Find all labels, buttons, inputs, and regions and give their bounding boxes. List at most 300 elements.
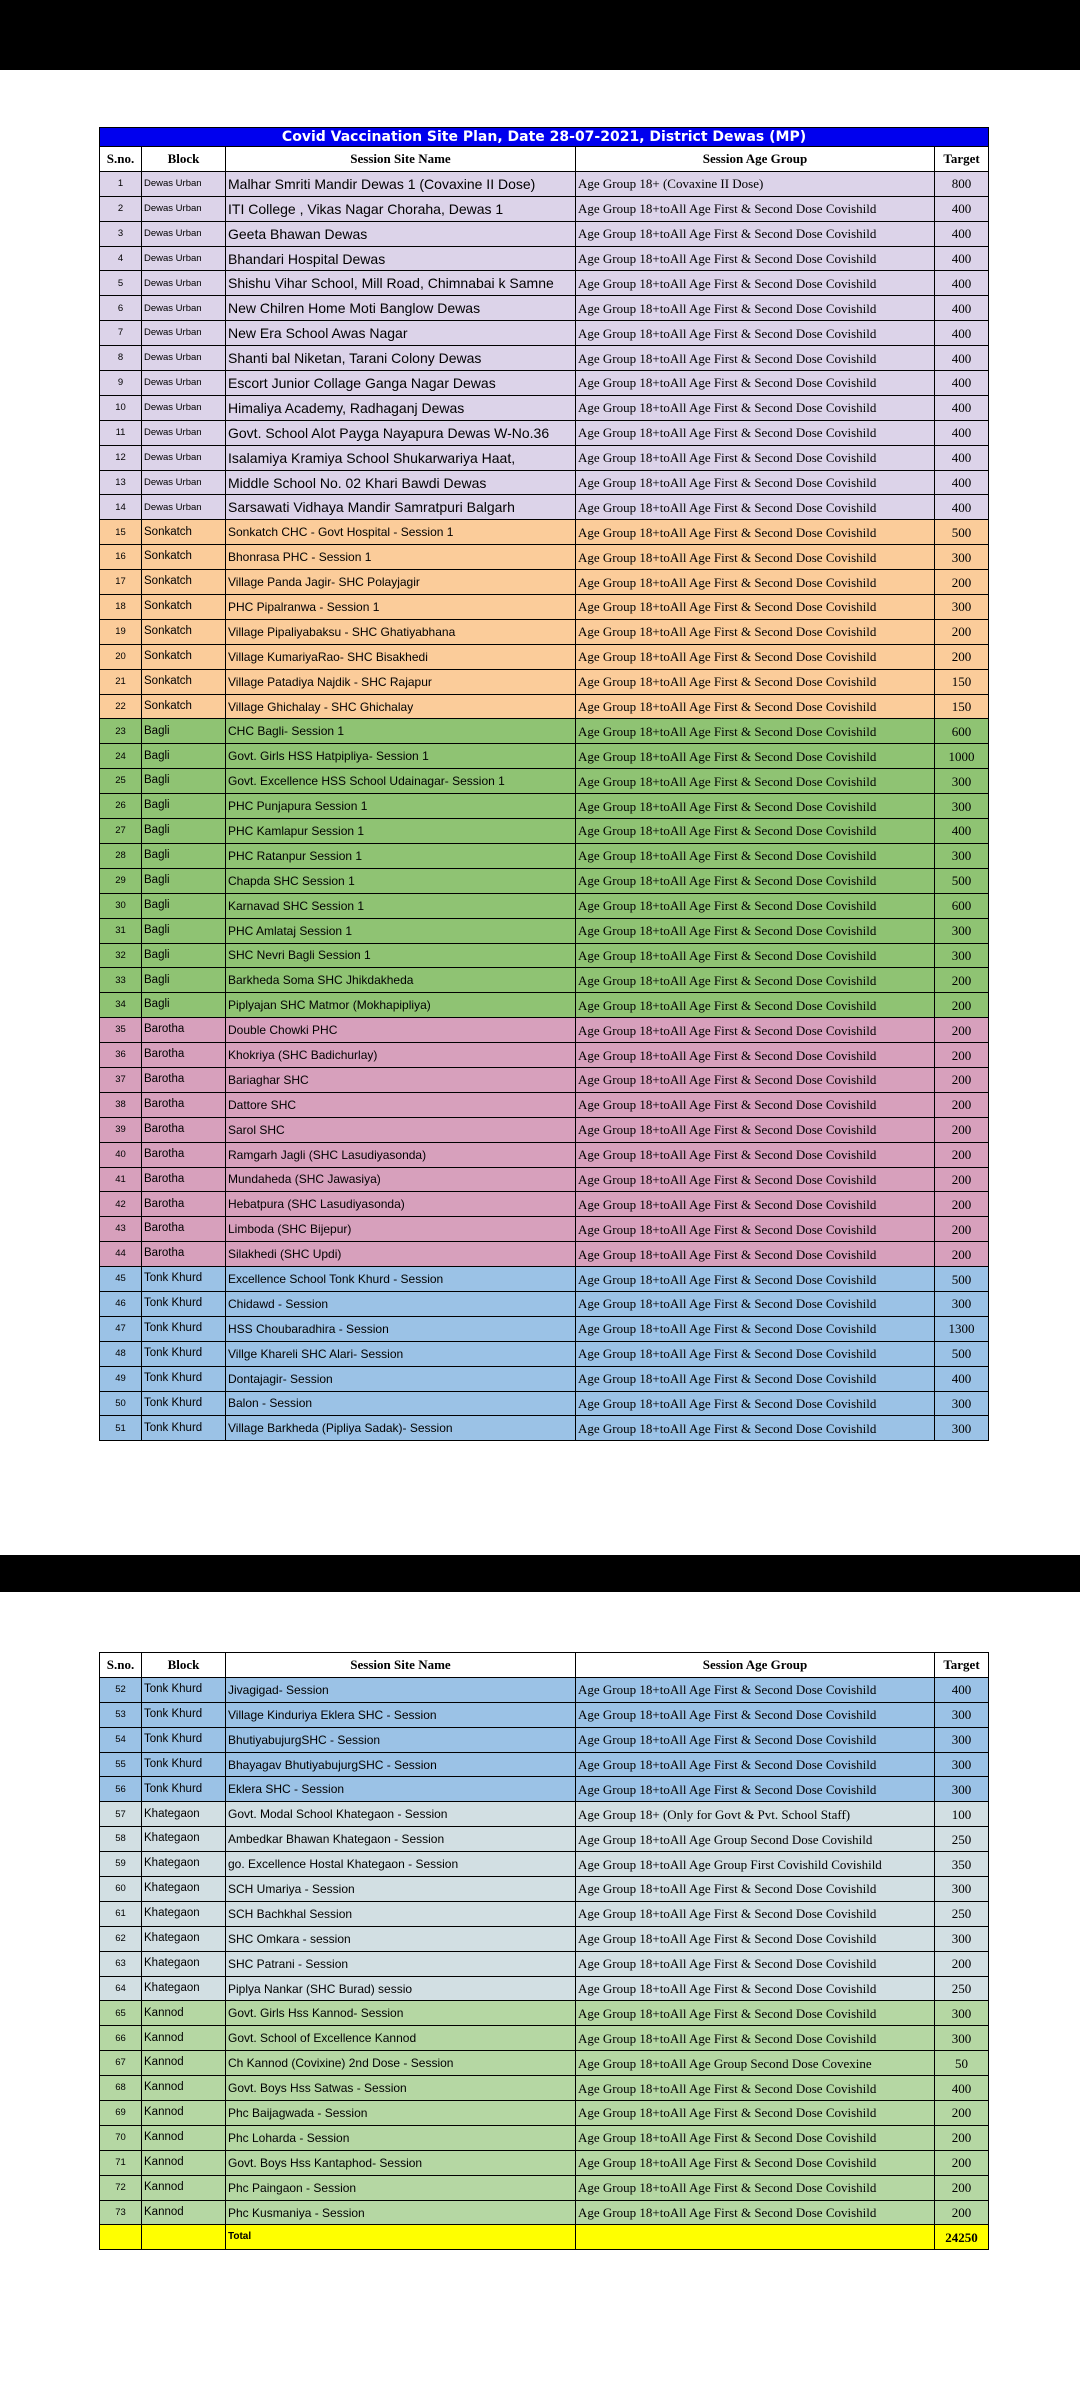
cell-age-group: Age Group 18+toAll Age First & Second Dose Covishild	[576, 1677, 935, 1702]
cell-block: Tonk Khurd	[142, 1316, 226, 1341]
table-row	[100, 893, 989, 918]
cell-age-group: Age Group 18+toAll Age First & Second Dose Covishild	[576, 296, 935, 321]
cell-target: 200	[935, 968, 989, 993]
cell-block: Barotha	[142, 1043, 226, 1068]
cell-site: Village Barkheda (Pipliya Sadak)- Session	[226, 1416, 576, 1441]
total-empty-3	[576, 2225, 935, 2250]
cell-site: Village Pipaliyabaksu - SHC Ghatiyabhana	[226, 619, 576, 644]
cell-target: 500	[935, 868, 989, 893]
header-age: Session Age Group	[576, 147, 935, 172]
cell-sno: 45	[100, 1267, 142, 1292]
cell-target: 300	[935, 1926, 989, 1951]
cell-site: Sarsawati Vidhaya Mandir Samratpuri Balgarh	[226, 495, 576, 520]
cell-sno: 49	[100, 1366, 142, 1391]
cell-target: 250	[935, 1827, 989, 1852]
cell-age-group: Age Group 18+toAll Age Group First Covishild Covishild	[576, 1852, 935, 1877]
cell-site: Mundaheda (SHC Jawasiya)	[226, 1167, 576, 1192]
cell-sno: 36	[100, 1043, 142, 1068]
cell-sno: 8	[100, 346, 142, 371]
table-row	[100, 843, 989, 868]
cell-sno: 1	[100, 171, 142, 196]
table-row	[100, 2200, 989, 2225]
cell-sno: 54	[100, 1727, 142, 1752]
cell-site: Jivagigad- Session	[226, 1677, 576, 1702]
cell-sno: 14	[100, 495, 142, 520]
cell-sno: 43	[100, 1217, 142, 1242]
table-row	[100, 1926, 989, 1951]
cell-site: Himaliya Academy, Radhaganj Dewas	[226, 395, 576, 420]
cell-sno: 25	[100, 769, 142, 794]
cell-site: go. Excellence Hostal Khategaon - Session	[226, 1852, 576, 1877]
cell-site: Sarol SHC	[226, 1117, 576, 1142]
cell-site: Govt. School Alot Payga Nayapura Dewas W-No.36	[226, 420, 576, 445]
cell-age-group: Age Group 18+toAll Age First & Second Dose Covishild	[576, 246, 935, 271]
vaccination-table-page-2	[99, 1652, 989, 2250]
cell-age-group: Age Group 18+toAll Age First & Second Dose Covishild	[576, 196, 935, 221]
cell-target: 400	[935, 321, 989, 346]
header-block: Block	[142, 147, 226, 172]
cell-target: 600	[935, 719, 989, 744]
table-row	[100, 2125, 989, 2150]
header-block: Block	[142, 1653, 226, 1678]
table-title: Covid Vaccination Site Plan, Date 28-07-2021, District Dewas (MP)	[100, 128, 989, 147]
cell-target: 500	[935, 1267, 989, 1292]
cell-sno: 59	[100, 1852, 142, 1877]
cell-sno: 65	[100, 2001, 142, 2026]
cell-site: Govt. Girls Hss Kannod- Session	[226, 2001, 576, 2026]
cell-block: Tonk Khurd	[142, 1291, 226, 1316]
table-row	[100, 1677, 989, 1702]
cell-age-group: Age Group 18+toAll Age First & Second Dose Covishild	[576, 1242, 935, 1267]
cell-sno: 64	[100, 1976, 142, 2001]
cell-block: Tonk Khurd	[142, 1777, 226, 1802]
cell-block: Kannod	[142, 2200, 226, 2225]
cell-site: Eklera SHC - Session	[226, 1777, 576, 1802]
cell-site: HSS Choubaradhira - Session	[226, 1316, 576, 1341]
table-row	[100, 371, 989, 396]
table-row	[100, 1316, 989, 1341]
table-row	[100, 1951, 989, 1976]
table-row	[100, 1752, 989, 1777]
vaccination-table-page-1	[99, 127, 989, 1441]
cell-target: 300	[935, 1777, 989, 1802]
cell-site: Hebatpura (SHC Lasudiyasonda)	[226, 1192, 576, 1217]
cell-sno: 37	[100, 1067, 142, 1092]
cell-site: Silakhedi (SHC Updi)	[226, 1242, 576, 1267]
cell-sno: 72	[100, 2175, 142, 2200]
cell-age-group: Age Group 18+toAll Age First & Second Dose Covishild	[576, 843, 935, 868]
cell-block: Tonk Khurd	[142, 1752, 226, 1777]
table-row	[100, 1067, 989, 1092]
cell-site: Phc Kusmaniya - Session	[226, 2200, 576, 2225]
cell-age-group: Age Group 18+toAll Age Group Second Dose Covexine	[576, 2051, 935, 2076]
cell-site: Limboda (SHC Bijepur)	[226, 1217, 576, 1242]
cell-age-group: Age Group 18+toAll Age First & Second Dose Covishild	[576, 893, 935, 918]
cell-site: Balon - Session	[226, 1391, 576, 1416]
cell-block: Tonk Khurd	[142, 1267, 226, 1292]
cell-age-group: Age Group 18+ (Covaxine II Dose)	[576, 171, 935, 196]
header-site: Session Site Name	[226, 1653, 576, 1678]
cell-sno: 26	[100, 794, 142, 819]
cell-target: 300	[935, 545, 989, 570]
table-row	[100, 321, 989, 346]
cell-sno: 62	[100, 1926, 142, 1951]
cell-block: Sonkatch	[142, 644, 226, 669]
cell-sno: 2	[100, 196, 142, 221]
cell-block: Barotha	[142, 1217, 226, 1242]
cell-sno: 66	[100, 2026, 142, 2051]
cell-sno: 42	[100, 1192, 142, 1217]
cell-block: Tonk Khurd	[142, 1416, 226, 1441]
table-row	[100, 246, 989, 271]
cell-block: Dewas Urban	[142, 221, 226, 246]
cell-sno: 15	[100, 520, 142, 545]
cell-age-group: Age Group 18+toAll Age First & Second Dose Covishild	[576, 1416, 935, 1441]
table-row	[100, 1727, 989, 1752]
cell-sno: 21	[100, 669, 142, 694]
cell-age-group: Age Group 18+toAll Age First & Second Dose Covishild	[576, 644, 935, 669]
cell-age-group: Age Group 18+toAll Age First & Second Dose Covishild	[576, 271, 935, 296]
cell-target: 200	[935, 619, 989, 644]
cell-target: 500	[935, 520, 989, 545]
cell-block: Dewas Urban	[142, 171, 226, 196]
cell-target: 300	[935, 943, 989, 968]
cell-block: Tonk Khurd	[142, 1391, 226, 1416]
table-row	[100, 1242, 989, 1267]
cell-target: 400	[935, 2076, 989, 2101]
table-row	[100, 2175, 989, 2200]
cell-block: Dewas Urban	[142, 271, 226, 296]
table-row	[100, 1802, 989, 1827]
cell-age-group: Age Group 18+toAll Age First & Second Dose Covishild	[576, 1366, 935, 1391]
cell-sno: 12	[100, 445, 142, 470]
cell-age-group: Age Group 18+toAll Age First & Second Dose Covishild	[576, 619, 935, 644]
cell-site: Double Chowki PHC	[226, 1018, 576, 1043]
cell-sno: 68	[100, 2076, 142, 2101]
header-sno: S.no.	[100, 1653, 142, 1678]
cell-block: Barotha	[142, 1242, 226, 1267]
table-row	[100, 520, 989, 545]
table-row	[100, 2150, 989, 2175]
cell-age-group: Age Group 18+toAll Age First & Second Dose Covishild	[576, 595, 935, 620]
cell-site: SCH Umariya - Session	[226, 1877, 576, 1902]
cell-sno: 11	[100, 420, 142, 445]
cell-age-group: Age Group 18+toAll Age Group Second Dose Covishild	[576, 1827, 935, 1852]
cell-age-group: Age Group 18+toAll Age First & Second Dose Covishild	[576, 819, 935, 844]
cell-block: Dewas Urban	[142, 420, 226, 445]
cell-sno: 34	[100, 993, 142, 1018]
cell-sno: 52	[100, 1677, 142, 1702]
cell-target: 300	[935, 794, 989, 819]
cell-target: 300	[935, 843, 989, 868]
cell-target: 200	[935, 1092, 989, 1117]
table-row	[100, 719, 989, 744]
cell-age-group: Age Group 18+toAll Age First & Second Dose Covishild	[576, 371, 935, 396]
cell-block: Bagli	[142, 943, 226, 968]
cell-site: Geeta Bhawan Dewas	[226, 221, 576, 246]
cell-target: 200	[935, 1018, 989, 1043]
table-row	[100, 1142, 989, 1167]
cell-block: Barotha	[142, 1092, 226, 1117]
table-row	[100, 570, 989, 595]
cell-block: Barotha	[142, 1192, 226, 1217]
cell-target: 400	[935, 346, 989, 371]
cell-block: Sonkatch	[142, 694, 226, 719]
cell-sno: 51	[100, 1416, 142, 1441]
cell-block: Bagli	[142, 993, 226, 1018]
cell-block: Bagli	[142, 819, 226, 844]
cell-block: Dewas Urban	[142, 246, 226, 271]
cell-age-group: Age Group 18+toAll Age First & Second Dose Covishild	[576, 1267, 935, 1292]
cell-age-group: Age Group 18+toAll Age First & Second Dose Covishild	[576, 1067, 935, 1092]
table-row	[100, 1192, 989, 1217]
cell-site: New Era School Awas Nagar	[226, 321, 576, 346]
cell-site: Village Ghichalay - SHC Ghichalay	[226, 694, 576, 719]
cell-sno: 30	[100, 893, 142, 918]
cell-age-group: Age Group 18+toAll Age First & Second Dose Covishild	[576, 2001, 935, 2026]
total-empty-2	[142, 2225, 226, 2250]
table-row	[100, 993, 989, 1018]
cell-site: SHC Nevri Bagli Session 1	[226, 943, 576, 968]
cell-sno: 56	[100, 1777, 142, 1802]
cell-site: SCH Bachkhal Session	[226, 1901, 576, 1926]
cell-site: Isalamiya Kramiya School Shukarwariya Haat,	[226, 445, 576, 470]
table-title-row	[100, 128, 989, 147]
cell-sno: 6	[100, 296, 142, 321]
cell-block: Tonk Khurd	[142, 1727, 226, 1752]
cell-sno: 31	[100, 918, 142, 943]
cell-sno: 33	[100, 968, 142, 993]
cell-target: 400	[935, 1366, 989, 1391]
cell-sno: 53	[100, 1702, 142, 1727]
cell-block: Bagli	[142, 968, 226, 993]
table-row	[100, 1702, 989, 1727]
cell-age-group: Age Group 18+toAll Age First & Second Dose Covishild	[576, 470, 935, 495]
cell-site: Khokriya (SHC Badichurlay)	[226, 1043, 576, 1068]
cell-block: Sonkatch	[142, 595, 226, 620]
cell-site: Ch Kannod (Covixine) 2nd Dose - Session	[226, 2051, 576, 2076]
table-row	[100, 1018, 989, 1043]
cell-sno: 71	[100, 2150, 142, 2175]
table-row	[100, 1092, 989, 1117]
cell-block: Bagli	[142, 794, 226, 819]
table-row	[100, 1852, 989, 1877]
cell-sno: 13	[100, 470, 142, 495]
cell-site: Village Panda Jagir- SHC Polayjagir	[226, 570, 576, 595]
cell-site: Govt. Modal School Khategaon - Session	[226, 1802, 576, 1827]
cell-target: 400	[935, 395, 989, 420]
header-target: Target	[935, 147, 989, 172]
cell-age-group: Age Group 18+toAll Age First & Second Dose Covishild	[576, 1192, 935, 1217]
cell-age-group: Age Group 18+toAll Age First & Second Dose Covishild	[576, 395, 935, 420]
table-row	[100, 420, 989, 445]
cell-block: Dewas Urban	[142, 495, 226, 520]
cell-block: Dewas Urban	[142, 371, 226, 396]
cell-age-group: Age Group 18+toAll Age First & Second Dose Covishild	[576, 2150, 935, 2175]
cell-target: 200	[935, 1043, 989, 1068]
cell-block: Kannod	[142, 2150, 226, 2175]
cell-target: 200	[935, 2101, 989, 2126]
cell-age-group: Age Group 18+toAll Age First & Second Dose Covishild	[576, 1117, 935, 1142]
table-row	[100, 1976, 989, 2001]
total-empty-1	[100, 2225, 142, 2250]
cell-block: Dewas Urban	[142, 395, 226, 420]
cell-site: Dattore SHC	[226, 1092, 576, 1117]
table-row	[100, 1117, 989, 1142]
cell-block: Dewas Urban	[142, 470, 226, 495]
table-row	[100, 2026, 989, 2051]
cell-target: 400	[935, 420, 989, 445]
cell-sno: 22	[100, 694, 142, 719]
cell-target: 200	[935, 1951, 989, 1976]
table-row	[100, 171, 989, 196]
total-value: 24250	[935, 2225, 989, 2250]
cell-age-group: Age Group 18+toAll Age First & Second Dose Covishild	[576, 1291, 935, 1316]
cell-sno: 39	[100, 1117, 142, 1142]
table-row	[100, 445, 989, 470]
cell-target: 300	[935, 1727, 989, 1752]
cell-site: Govt. Excellence HSS School Udainagar- Session 1	[226, 769, 576, 794]
table-row	[100, 196, 989, 221]
cell-site: PHC Ratanpur Session 1	[226, 843, 576, 868]
cell-target: 400	[935, 271, 989, 296]
cell-target: 200	[935, 1217, 989, 1242]
table-body-2	[100, 1677, 989, 2225]
table-row	[100, 694, 989, 719]
cell-target: 400	[935, 819, 989, 844]
cell-age-group: Age Group 18+toAll Age First & Second Dose Covishild	[576, 545, 935, 570]
cell-block: Khategaon	[142, 1877, 226, 1902]
cell-block: Dewas Urban	[142, 196, 226, 221]
cell-age-group: Age Group 18+toAll Age First & Second Dose Covishild	[576, 1167, 935, 1192]
table-row	[100, 619, 989, 644]
cell-site: Ramgarh Jagli (SHC Lasudiyasonda)	[226, 1142, 576, 1167]
cell-block: Barotha	[142, 1167, 226, 1192]
cell-age-group: Age Group 18+toAll Age First & Second Dose Covishild	[576, 1142, 935, 1167]
cell-target: 600	[935, 893, 989, 918]
cell-age-group: Age Group 18+toAll Age First & Second Dose Covishild	[576, 2101, 935, 2126]
cell-target: 1000	[935, 744, 989, 769]
cell-age-group: Age Group 18+toAll Age First & Second Dose Covishild	[576, 2200, 935, 2225]
cell-site: Govt. Boys Hss Satwas - Session	[226, 2076, 576, 2101]
cell-sno: 23	[100, 719, 142, 744]
cell-age-group: Age Group 18+toAll Age First & Second Dose Covishild	[576, 420, 935, 445]
cell-age-group: Age Group 18+toAll Age First & Second Dose Covishild	[576, 1018, 935, 1043]
cell-sno: 48	[100, 1341, 142, 1366]
cell-age-group: Age Group 18+toAll Age First & Second Dose Covishild	[576, 321, 935, 346]
cell-sno: 44	[100, 1242, 142, 1267]
cell-sno: 73	[100, 2200, 142, 2225]
cell-target: 400	[935, 296, 989, 321]
cell-target: 300	[935, 2026, 989, 2051]
cell-target: 200	[935, 2125, 989, 2150]
cell-age-group: Age Group 18+toAll Age First & Second Dose Covishild	[576, 221, 935, 246]
table-body-1	[100, 171, 989, 1440]
cell-target: 800	[935, 171, 989, 196]
table-row	[100, 1341, 989, 1366]
cell-target: 400	[935, 470, 989, 495]
cell-block: Bagli	[142, 719, 226, 744]
table-row	[100, 2101, 989, 2126]
cell-site: Piplya Nankar (SHC Burad) sessio	[226, 1976, 576, 2001]
cell-sno: 40	[100, 1142, 142, 1167]
cell-age-group: Age Group 18+toAll Age First & Second Dose Covishild	[576, 495, 935, 520]
cell-site: Escort Junior Collage Ganga Nagar Dewas	[226, 371, 576, 396]
cell-block: Dewas Urban	[142, 445, 226, 470]
cell-site: Village Kinduriya Eklera SHC - Session	[226, 1702, 576, 1727]
cell-age-group: Age Group 18+toAll Age First & Second Dose Covishild	[576, 1926, 935, 1951]
header-target: Target	[935, 1653, 989, 1678]
header-site: Session Site Name	[226, 147, 576, 172]
cell-block: Bagli	[142, 843, 226, 868]
cell-block: Dewas Urban	[142, 296, 226, 321]
cell-sno: 61	[100, 1901, 142, 1926]
cell-site: BhutiyabujurgSHC - Session	[226, 1727, 576, 1752]
cell-age-group: Age Group 18+toAll Age First & Second Dose Covishild	[576, 1092, 935, 1117]
table-row	[100, 221, 989, 246]
cell-site: Chidawd - Session	[226, 1291, 576, 1316]
cell-site: SHC Patrani - Session	[226, 1951, 576, 1976]
cell-target: 300	[935, 918, 989, 943]
cell-site: PHC Punjapura Session 1	[226, 794, 576, 819]
cell-target: 350	[935, 1852, 989, 1877]
cell-target: 200	[935, 1167, 989, 1192]
cell-target: 200	[935, 2200, 989, 2225]
cell-age-group: Age Group 18+toAll Age First & Second Dose Covishild	[576, 1043, 935, 1068]
table-row	[100, 395, 989, 420]
cell-target: 200	[935, 1192, 989, 1217]
cell-target: 300	[935, 595, 989, 620]
cell-target: 400	[935, 371, 989, 396]
cell-block: Kannod	[142, 2051, 226, 2076]
cell-block: Sonkatch	[142, 545, 226, 570]
cell-site: Phc Loharda - Session	[226, 2125, 576, 2150]
cell-age-group: Age Group 18+toAll Age First & Second Dose Covishild	[576, 1951, 935, 1976]
cell-age-group: Age Group 18+toAll Age First & Second Dose Covishild	[576, 1976, 935, 2001]
cell-block: Barotha	[142, 1142, 226, 1167]
cell-site: Dontajagir- Session	[226, 1366, 576, 1391]
cell-site: Phc Paingaon - Session	[226, 2175, 576, 2200]
cell-block: Kannod	[142, 2125, 226, 2150]
cell-block: Khategaon	[142, 1827, 226, 1852]
cell-block: Bagli	[142, 744, 226, 769]
cell-block: Sonkatch	[142, 570, 226, 595]
cell-block: Dewas Urban	[142, 321, 226, 346]
cell-site: SHC Omkara - session	[226, 1926, 576, 1951]
cell-age-group: Age Group 18+toAll Age First & Second Dose Covishild	[576, 1702, 935, 1727]
cell-age-group: Age Group 18+toAll Age First & Second Dose Covishild	[576, 1877, 935, 1902]
cell-age-group: Age Group 18+toAll Age First & Second Dose Covishild	[576, 2026, 935, 2051]
table-row	[100, 1416, 989, 1441]
cell-block: Kannod	[142, 2076, 226, 2101]
cell-target: 150	[935, 694, 989, 719]
cell-age-group: Age Group 18+toAll Age First & Second Dose Covishild	[576, 520, 935, 545]
cell-age-group: Age Group 18+toAll Age First & Second Dose Covishild	[576, 669, 935, 694]
table-row	[100, 1901, 989, 1926]
cell-age-group: Age Group 18+toAll Age First & Second Dose Covishild	[576, 968, 935, 993]
cell-site: Karnavad SHC Session 1	[226, 893, 576, 918]
cell-target: 200	[935, 2150, 989, 2175]
table-row	[100, 669, 989, 694]
cell-block: Khategaon	[142, 1852, 226, 1877]
cell-target: 400	[935, 445, 989, 470]
cell-sno: 18	[100, 595, 142, 620]
cell-site: Bhayagav BhutiyabujurgSHC - Session	[226, 1752, 576, 1777]
cell-sno: 19	[100, 619, 142, 644]
cell-block: Dewas Urban	[142, 346, 226, 371]
table-row	[100, 819, 989, 844]
cell-block: Kannod	[142, 2101, 226, 2126]
